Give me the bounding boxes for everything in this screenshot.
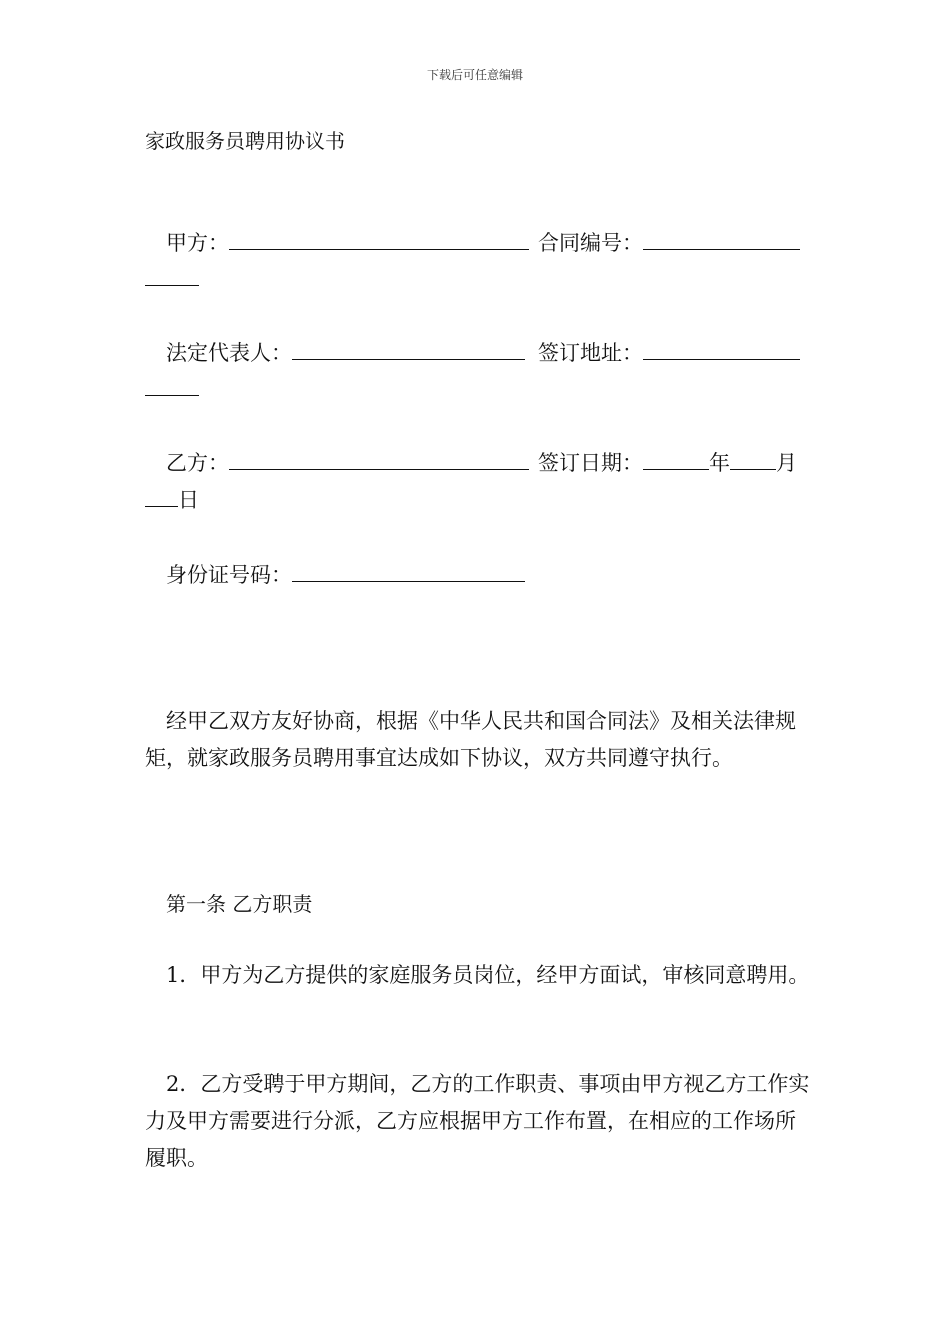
legal-rep-blank — [292, 358, 525, 360]
party-b-label: 乙方： — [166, 451, 229, 475]
legal-rep-row — [166, 340, 525, 366]
contract-no-row — [538, 230, 800, 256]
contract-no-label: 合同编号： — [538, 231, 643, 255]
article-1-item-1 — [145, 957, 810, 994]
article-1-item-2-text: 2．乙方受聘于甲方期间，乙方的工作职责、事项由甲方视乙方工作实力及甲方需要进行分派，乙方应根据甲方工作布置，在相应的工作场所履职。 — [145, 1072, 810, 1170]
sign-place-blank — [643, 358, 800, 360]
party-a-blank — [229, 248, 529, 250]
blank-continuation — [145, 394, 199, 396]
party-a-row — [166, 230, 529, 256]
party-a-label: 甲方： — [166, 231, 229, 255]
article-1-item-2 — [145, 1066, 810, 1177]
year-label: 年 — [709, 451, 730, 475]
sign-date-row — [538, 450, 797, 476]
legal-rep-label: 法定代表人： — [166, 341, 292, 365]
id-no-blank — [292, 580, 525, 582]
year-blank — [643, 468, 709, 470]
intro-paragraph — [145, 703, 810, 777]
party-b-blank — [229, 468, 529, 470]
intro-text: 经甲乙双方友好协商，根据《中华人民共和国合同法》及相关法律规矩，就家政服务员聘用事宜达成如下协议，双方共同遵守执行。 — [145, 709, 796, 770]
sign-place-row — [538, 340, 800, 366]
article-1-item-1-text: 1．甲方为乙方提供的家庭服务员岗位，经甲方面试，审核同意聘用。 — [166, 963, 810, 987]
sign-place-label: 签订地址： — [538, 341, 643, 365]
sign-date-label: 签订日期： — [538, 451, 643, 475]
day-blank — [145, 505, 178, 507]
id-no-label: 身份证号码： — [166, 563, 292, 587]
month-label: 月 — [776, 451, 797, 475]
header-note: 下载后可任意编辑 — [426, 68, 523, 82]
article-1-heading: 第一条 乙方职责 — [166, 892, 313, 916]
blank-continuation — [145, 284, 199, 286]
day-row — [145, 487, 199, 513]
party-b-row — [166, 450, 529, 476]
sign-place-blank-cont — [145, 376, 199, 402]
document-title: 家政服务员聘用协议书 — [145, 129, 345, 153]
month-blank — [730, 468, 776, 470]
contract-no-blank — [643, 248, 800, 250]
day-label: 日 — [178, 488, 199, 512]
contract-no-blank-cont — [145, 266, 199, 292]
id-no-row — [166, 562, 525, 588]
